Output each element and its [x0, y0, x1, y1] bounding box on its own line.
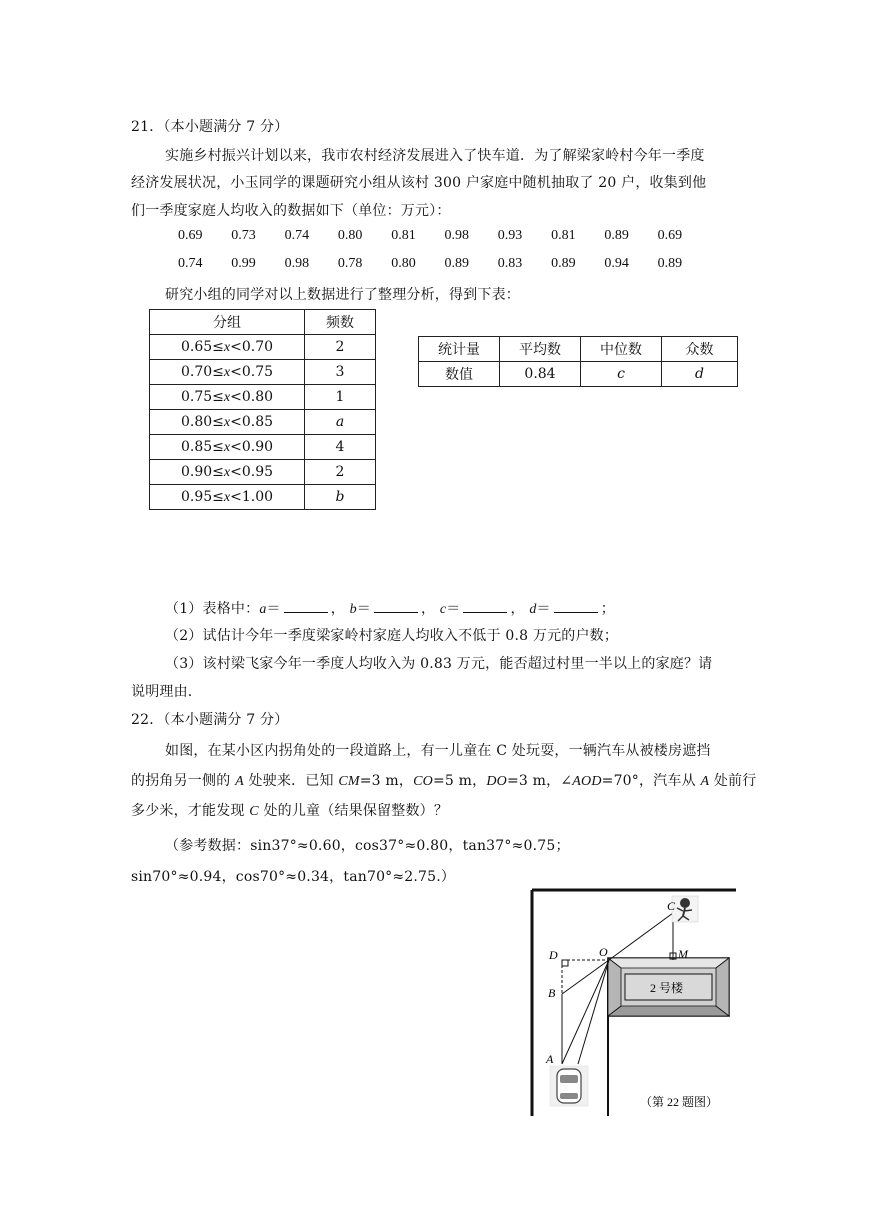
count-cell: 4	[305, 435, 376, 460]
line-O-car	[578, 960, 609, 1064]
table-header-cell: 频数	[305, 310, 376, 335]
table-row	[150, 460, 376, 485]
data-value: 0.83	[497, 256, 523, 271]
table-header-cell: 分组	[150, 310, 305, 335]
q21-sub3: （3）该村梁飞家今年一季度人均收入为 0.83 万元，能否超过村里一半以上的家庭？请	[165, 656, 713, 672]
table-row	[150, 485, 376, 510]
group-cell: 0.65≤x<0.70	[150, 335, 305, 360]
answer-blank-b[interactable]	[374, 600, 418, 613]
label-A: A	[546, 1052, 554, 1066]
data-value: 0.74	[284, 228, 310, 243]
q22-figure	[528, 886, 743, 1125]
data-value: 0.69	[657, 228, 683, 243]
q22-para1: 如图，在某小区内拐角处的一段道路上，有一儿童在 C 处玩耍，一辆汽车从被楼房遮挡	[165, 743, 711, 759]
table-row	[150, 435, 376, 460]
table-header-cell: 统计量	[419, 337, 500, 362]
data-value: 0.74	[178, 256, 203, 271]
group-cell: 0.90≤x<0.95	[150, 460, 305, 485]
q21-header: 21．（本小题满分 7 分）	[131, 119, 289, 135]
group-cell: 0.75≤x<0.80	[150, 385, 305, 410]
table-header-cell: 中位数	[581, 337, 662, 362]
building-label: 2 号楼	[650, 981, 684, 995]
figure-caption: （第 22 题图）	[640, 1095, 719, 1109]
data-value: 0.89	[657, 256, 683, 271]
group-cell: 0.95≤x<1.00	[150, 485, 305, 510]
car-icon	[550, 1066, 588, 1106]
data-value: 0.73	[231, 228, 256, 243]
data-row-1	[178, 228, 711, 244]
q21-sub1: （1）表格中：a＝ ， b＝ ， c＝ ， d＝ ；	[165, 601, 615, 617]
q21-para4: 研究小组的同学对以上数据进行了整理分析，得到下表：	[165, 287, 520, 303]
q22-reference-2: sin70°≈0.94，cos70°≈0.34，tan70°≈2.75.）	[131, 869, 456, 885]
data-value: 0.69	[178, 228, 203, 243]
data-value: 0.89	[444, 256, 469, 271]
table-cell: 0.84	[500, 362, 581, 387]
label-B: B	[548, 986, 556, 1000]
q21-sub2: （2）试估计今年一季度梁家岭村家庭人均收入不低于 0.8 万元的户数；	[165, 628, 619, 644]
group-cell: 0.70≤x<0.75	[150, 360, 305, 385]
data-value: 0.89	[604, 228, 629, 243]
label-M: M	[678, 947, 688, 961]
statistics-table	[418, 336, 738, 387]
q22-para3: 多少米，才能发现 C 处的儿童（结果保留整数）？	[131, 803, 449, 819]
data-value: 0.98	[284, 256, 310, 271]
q21-para2: 经济发展状况，小玉同学的课题研究小组从该村 300 户家庭中随机抽取了 20 户，收集到他	[131, 175, 707, 191]
table-cell: 数值	[419, 362, 500, 387]
data-value: 0.99	[231, 256, 256, 271]
count-cell: 2	[305, 460, 376, 485]
table-cell: c	[581, 362, 662, 387]
table-cell: d	[662, 362, 738, 387]
label-C: C	[667, 899, 676, 913]
right-angle-D	[562, 960, 568, 966]
table-row	[419, 362, 738, 387]
q21-sub3-cont: 说明理由.	[131, 684, 193, 700]
count-cell: 1	[305, 385, 376, 410]
data-value: 0.89	[551, 256, 576, 271]
frequency-table	[149, 309, 376, 510]
data-value: 0.78	[337, 256, 363, 271]
data-value: 0.80	[391, 256, 416, 271]
q21-para3: 们一季度家庭人均收入的数据如下（单位：万元）：	[131, 203, 451, 219]
table-header-row	[419, 337, 738, 362]
count-cell: a	[305, 410, 376, 435]
q22-header: 22．（本小题满分 7 分）	[131, 712, 289, 728]
table-row	[150, 360, 376, 385]
line-CO	[609, 913, 673, 960]
table-header-row	[150, 310, 376, 335]
table-row	[150, 410, 376, 435]
line-OB	[562, 960, 609, 994]
table-header-cell: 众数	[662, 337, 738, 362]
answer-blank-a[interactable]	[284, 600, 328, 613]
count-cell: b	[305, 485, 376, 510]
table-header-cell: 平均数	[500, 337, 581, 362]
answer-blank-c[interactable]	[463, 600, 507, 613]
data-value: 0.80	[337, 228, 363, 243]
line-OA	[562, 960, 609, 1064]
label-O: O	[599, 945, 608, 959]
q21-para1: 实施乡村振兴计划以来，我市农村经济发展进入了快车道．为了解梁家岭村今年一季度	[165, 148, 705, 164]
data-row-2	[178, 256, 711, 272]
count-cell: 2	[305, 335, 376, 360]
data-value: 0.93	[497, 228, 523, 243]
label-D: D	[549, 948, 558, 962]
child-icon	[672, 896, 698, 922]
data-value: 0.94	[604, 256, 629, 271]
group-cell: 0.85≤x<0.90	[150, 435, 305, 460]
data-value: 0.98	[444, 228, 469, 243]
group-cell: 0.80≤x<0.85	[150, 410, 305, 435]
count-cell: 3	[305, 360, 376, 385]
answer-blank-d[interactable]	[554, 600, 598, 613]
q22-reference-1: （参考数据：sin37°≈0.60，cos37°≈0.80，tan37°≈0.75；	[165, 838, 570, 854]
data-value: 0.81	[551, 228, 576, 243]
q22-para2: 的拐角另一侧的 A 处驶来．已知 CM=3 m，CO=5 m，DO=3 m，∠AOD=70°，汽车从 A 处前行	[131, 773, 757, 789]
table-row	[150, 385, 376, 410]
data-value: 0.81	[391, 228, 416, 243]
table-row	[150, 335, 376, 360]
